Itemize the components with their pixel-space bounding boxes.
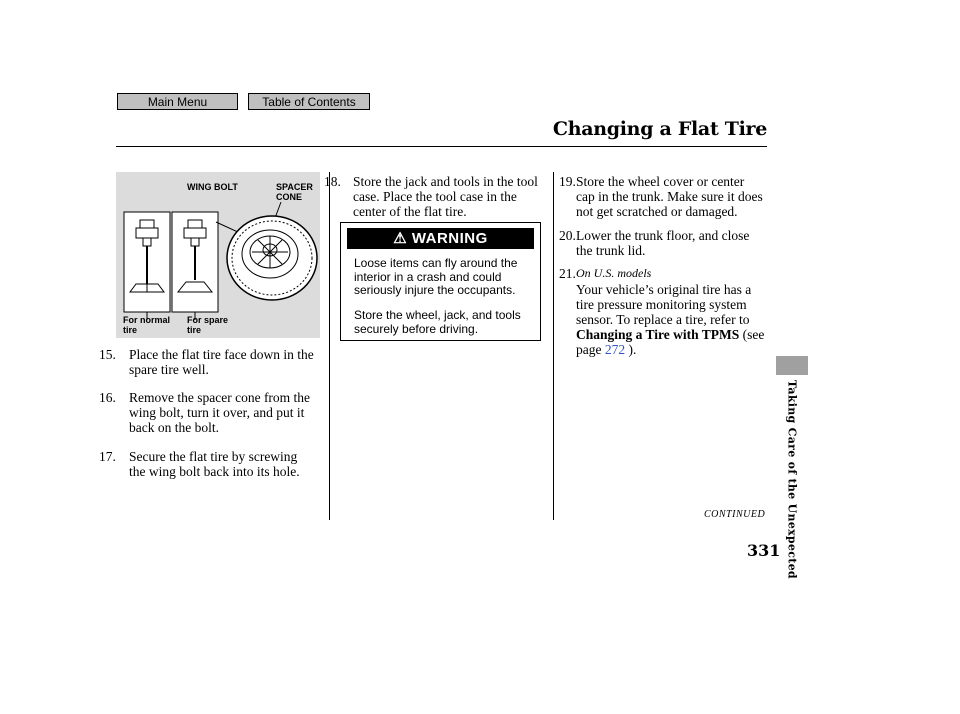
warning-text-1: Loose items can fly around the interior in a crash and could seriously injure the occupants. [354, 256, 518, 297]
section-tab-marker [776, 356, 808, 375]
step-21-qualifier: On U.S. models [576, 266, 652, 280]
tpms-reference: Changing a Tire with TPMS [576, 327, 740, 342]
column-divider [329, 172, 330, 520]
warning-triangle-icon: ⚠ [393, 230, 408, 247]
section-tab-label: Taking Care of the Unexpected [785, 380, 799, 579]
normal-tire-label: For normal tire [123, 315, 171, 335]
header-rule [116, 146, 767, 147]
continued-label: CONTINUED [704, 509, 766, 520]
page-number: 331 [747, 541, 781, 560]
spacer-cone-label: SPACER CONE [276, 182, 313, 202]
spare-tire-illustration [116, 172, 320, 338]
spare-tire-label: For spare tire [187, 315, 229, 335]
page-link-272[interactable]: 272 [604, 342, 626, 357]
column-divider [553, 172, 554, 520]
main-menu-button[interactable]: Main Menu [117, 93, 238, 110]
page-title: Changing a Flat Tire [552, 118, 767, 140]
wing-bolt-label: WING BOLT [187, 182, 238, 192]
warning-text-2: Store the wheel, jack, and tools securely before driving. [354, 308, 521, 336]
warning-box [340, 222, 541, 341]
warning-heading: ⚠ WARNING [347, 228, 534, 249]
table-of-contents-button[interactable]: Table of Contents [248, 93, 370, 110]
